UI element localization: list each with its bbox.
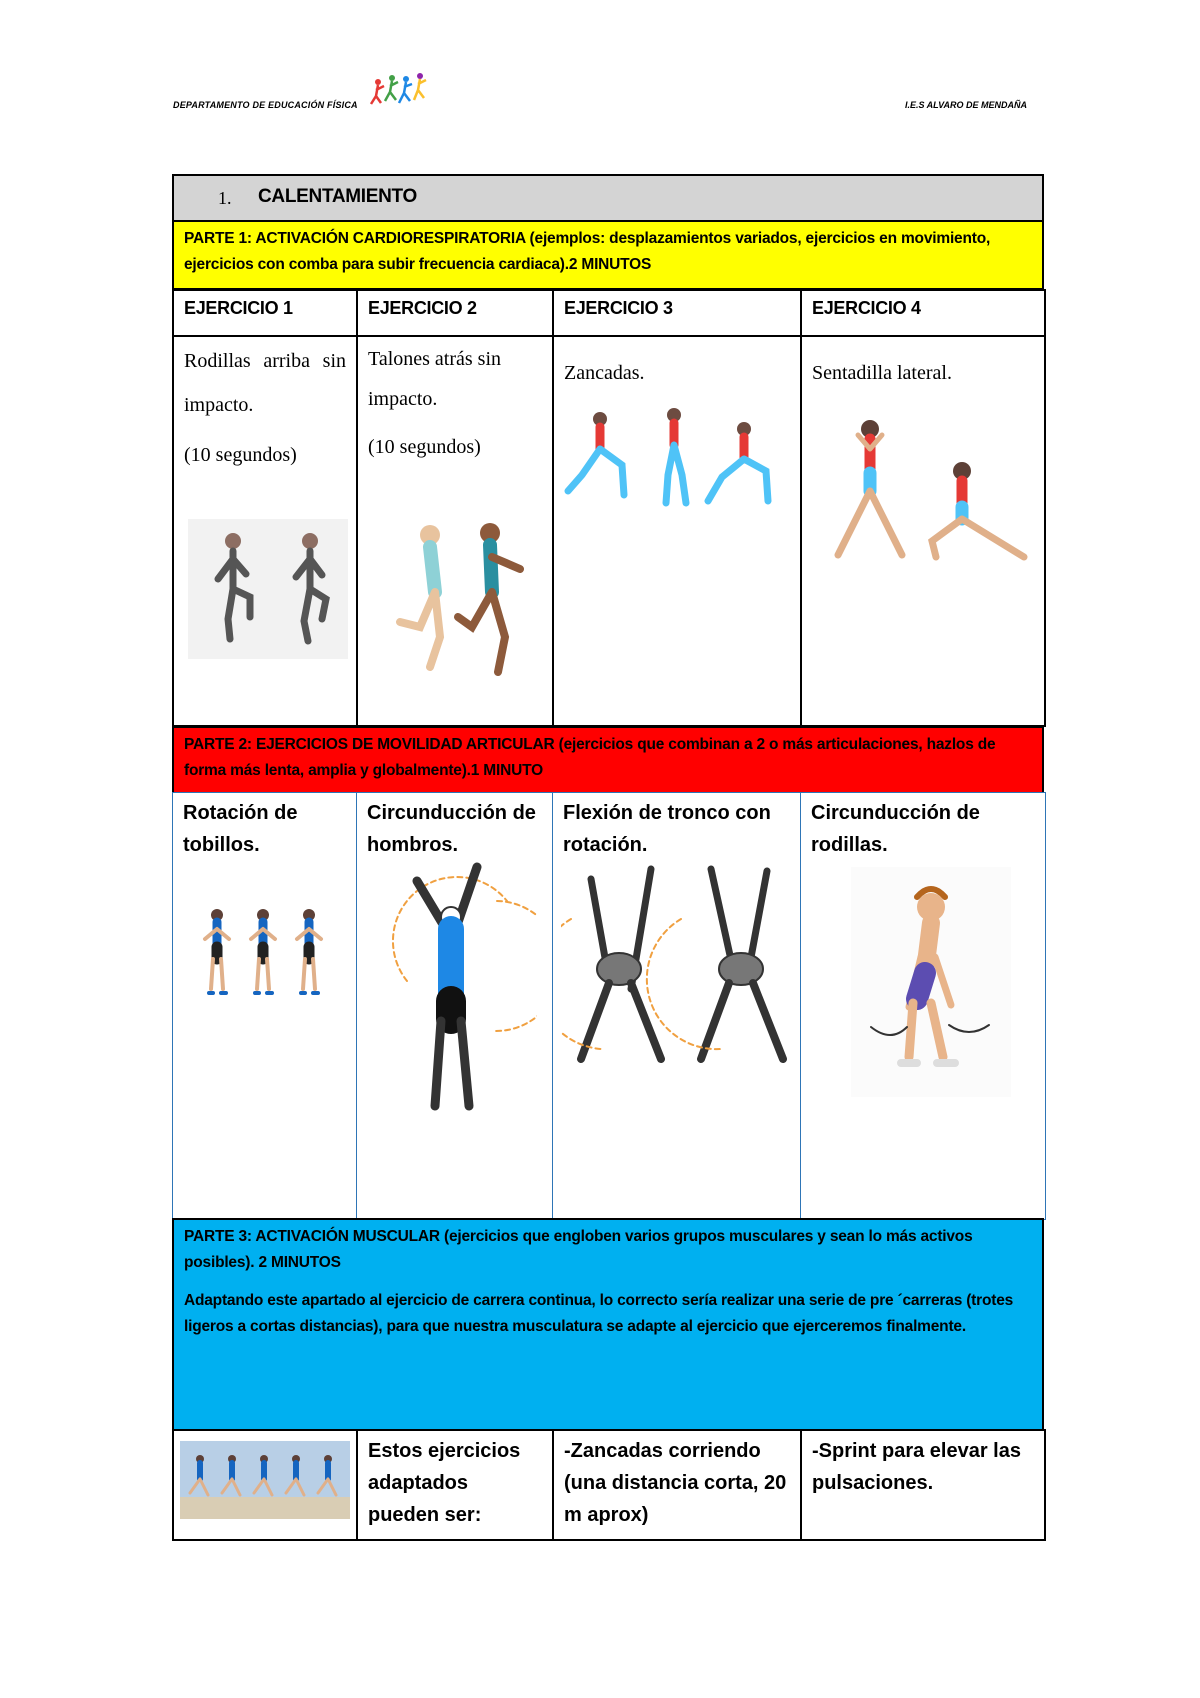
- butt-kicks-runner-illustration: [380, 507, 540, 687]
- exercise3-text: Zancadas.: [564, 362, 645, 384]
- lateral-squat-photo: [814, 415, 1034, 575]
- mobility2-label: Circunducción de hombros.: [367, 802, 536, 856]
- section-title: CALENTAMIENTO: [258, 186, 418, 207]
- sport-figures-logo: [368, 70, 430, 112]
- section-number: 1.: [218, 188, 232, 208]
- exercise4-header: EJERCICIO 4: [800, 289, 1046, 337]
- exercise2-header: EJERCICIO 2: [356, 289, 554, 337]
- exercise1-header: EJERCICIO 1: [172, 289, 358, 337]
- knee-circles-illustration: [851, 867, 1011, 1097]
- exercise1-time: (10 segundos): [184, 444, 297, 466]
- running-lunges-cell: -Zancadas corriendo (una distancia corta, 20 m aprox): [552, 1429, 802, 1541]
- adapted-exercises-cell: Estos ejercicios adaptados pueden ser:: [356, 1429, 554, 1541]
- mobility3-label: Flexión de tronco con rotación.: [563, 802, 771, 856]
- trunk-rotation-illustration: [561, 859, 793, 1069]
- ankle-rotation-illustration: [193, 903, 333, 1003]
- part2-banner: PARTE 2: EJERCICIOS DE MOVILIDAD ARTICULAR (ejercicios que combinan a 2 o más articulaciones, hazlos de forma más lenta, amplia y globalmente).1 MINUTO: [172, 726, 1044, 794]
- mobility1-label: Rotación de tobillos.: [183, 802, 298, 856]
- part3-body: Adaptando este apartado al ejercicio de carrera continua, lo correcto sería realizar una serie de pre ´carreras (trotes ligeros a cortas distancias), para que nuestra musculatura se adapte al ejercicio que ejerceremos finalmente.: [184, 1292, 1014, 1335]
- department-header: DEPARTAMENTO DE EDUCACIÓN FÍSICA: [173, 100, 358, 110]
- part1-banner: PARTE 1: ACTIVACIÓN CARDIORESPIRATORIA (ejemplos: desplazamientos variados, ejercicios en movimiento, ejercicios con comba para subir frecuencia cardiaca).2 MINUTOS: [172, 220, 1044, 290]
- exercise4-text: Sentadilla lateral.: [812, 362, 952, 384]
- exercise3-header: EJERCICIO 3: [552, 289, 802, 337]
- mobility4-cell: [800, 792, 1046, 1220]
- section-title-row: [172, 174, 1044, 222]
- lunges-sequence-photo: [562, 405, 792, 515]
- running-image-cell: [172, 1429, 358, 1541]
- exercise3-cell: [552, 335, 802, 727]
- exercise4-cell: [800, 335, 1046, 727]
- shoulder-circles-illustration: [377, 861, 537, 1121]
- mobility1-cell: [172, 792, 358, 1220]
- part3-title: PARTE 3: ACTIVACIÓN MUSCULAR (ejercicios que engloben varios grupos musculares y sean lo más activos posibles). 2 MINUTOS: [184, 1228, 973, 1271]
- part3-banner: [172, 1218, 1044, 1432]
- exercise2-time: (10 segundos): [368, 436, 481, 458]
- school-header: I.E.S ALVARO DE MENDAÑA: [905, 100, 1028, 110]
- running-sequence-illustration: [180, 1441, 350, 1519]
- exercise1-text: Rodillas arriba sin impacto.: [184, 350, 346, 416]
- exercise2-text: Talones atrás sin impacto.: [368, 348, 502, 410]
- mobility2-cell: [356, 792, 554, 1220]
- exercise2-cell: [356, 335, 554, 727]
- exercise1-cell: [172, 335, 358, 727]
- sprint-cell: -Sprint para elevar las pulsaciones.: [800, 1429, 1046, 1541]
- high-knees-runner-illustration: [188, 519, 348, 659]
- mobility3-cell: [552, 792, 802, 1220]
- mobility4-label: Circunducción de rodillas.: [811, 802, 980, 856]
